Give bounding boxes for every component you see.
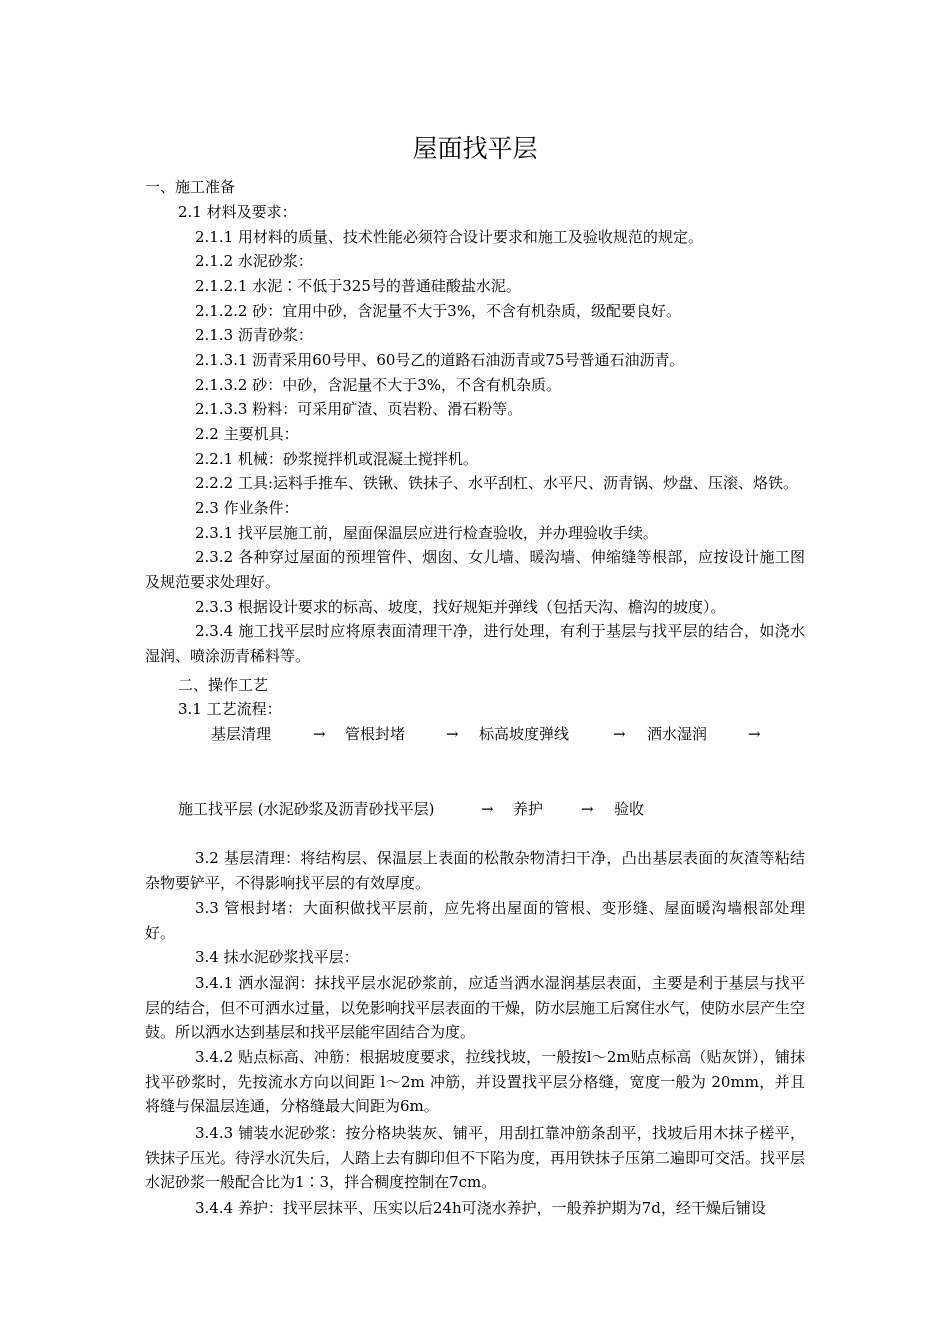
line-2-1-3-2: 2.1.3.2 砂：中砂，含泥量不大于3%，不含有机杂质。 <box>195 376 562 394</box>
paragraph-2-3-4: 2.3.4 施工找平层时应将原表面清理干净，进行处理，有利于基层与找平层的结合，如浇水湿润、喷涂沥青稀料等。 <box>145 622 805 665</box>
line-2-1-2-2: 2.1.2.2 砂：宜用中砂，含泥量不大于3%，不含有机杂质，级配要良好。 <box>195 302 682 320</box>
flow-step: 管根封堵 <box>345 725 406 743</box>
document-title: 屋面找平层 <box>412 134 538 163</box>
flow-arrow: → <box>313 725 326 743</box>
line-2-1-3: 2.1.3 沥青砂浆： <box>195 326 313 344</box>
heading-3-1: 3.1 工艺流程： <box>178 700 282 718</box>
flow-step: 施工找平层 (水泥砂浆及沥青砂找平层) <box>178 800 435 818</box>
line-2-1-1: 2.1.1 用材料的质量、技术性能必须符合设计要求和施工及验收规范的规定。 <box>195 228 703 246</box>
line-2-2-2: 2.2.2 工具:运料手推车、铁锹、铁抹子、水平刮杠、水平尺、沥青锅、炒盘、压滚、烙铁。 <box>195 474 798 492</box>
flow-step: 验收 <box>614 800 645 818</box>
flow-step: 洒水湿润 <box>647 725 708 743</box>
line-2-2: 2.2 主要机具： <box>195 425 299 443</box>
flow-arrow: → <box>581 800 594 818</box>
flow-step: 养护 <box>513 800 544 818</box>
line-2-1-3-3: 2.1.3.3 粉料：可采用矿渣、页岩粉、滑石粉等。 <box>195 400 523 418</box>
paragraph-3-4-3: 3.4.3 铺装水泥砂浆：按分格块装灰、铺平，用刮扛靠冲筋条刮平，找坡后用木抹子槎平，铁抹子压光。待浮水沉失后，人踏上去有脚印但不下陷为度，再用铁抹子压第二遍即可交活。找平层水泥砂浆一般配合比为1∶3，拌合稠度控制在7cm。 <box>145 1124 806 1191</box>
line-2-3: 2.3 作业条件： <box>195 499 299 517</box>
line-2-1-2: 2.1.2 水泥砂浆： <box>195 252 313 270</box>
flow-arrow: → <box>481 800 494 818</box>
paragraph-3-3: 3.3 管根封堵：大面积做找平层前，应先将出屋面的管根、变形缝、屋面暖沟墙根部处理好。 <box>145 899 805 942</box>
section-heading-preparation: 一、施工准备 <box>145 178 236 196</box>
paragraph-3-2: 3.2 基层清理：将结构层、保温层上表面的松散杂物清扫干净，凸出基层表面的灰渣等粘结杂物要铲平，不得影响找平层的有效厚度。 <box>145 849 805 892</box>
line-2-1-2-1: 2.1.2.1 水泥∶不低于325号的普通硅酸盐水泥。 <box>195 277 521 295</box>
heading-3-4: 3.4 抹水泥砂浆找平层： <box>195 948 359 966</box>
flow-arrow: → <box>613 725 626 743</box>
paragraph-3-4-1: 3.4.1 洒水湿润：抹找平层水泥砂浆前，应适当洒水湿润基层表面，主要是利于基层与找平层的结合，但不可洒水过量，以免影响找平层表面的干燥，防水层施工后窝住水气，使防水层产生空鼓。所以洒水达到基层和找平层能牢固结合为度。 <box>145 974 806 1041</box>
flow-arrow: → <box>446 725 459 743</box>
section-heading-process: 二、操作工艺 <box>178 676 269 694</box>
line-2-3-1: 2.3.1 找平层施工前，屋面保温层应进行检查验收，并办理验收手续。 <box>195 524 658 542</box>
paragraph-3-4-2: 3.4.2 贴点标高、冲筋：根据坡度要求，拉线找坡，一般按l～2m贴点标高（贴灰饼），铺抹找平砂浆时，先按流水方向以间距 l～2m 冲筋，并设置找平层分格缝，宽度一般为 20mm，并且将缝与保温层连通，分格缝最大间距为6m。 <box>145 1048 805 1115</box>
paragraph-3-4-4: 3.4.4 养护：找平层抹平、压实以后24h可浇水养护，一般养护期为7d，经干燥后铺设 <box>195 1199 766 1217</box>
paragraph-2-3-2: 2.3.2 各种穿过屋面的预埋管件、烟囱、女儿墙、暖沟墙、伸缩缝等根部，应按设计施工图及规范要求处理好。 <box>145 548 805 591</box>
flow-step: 标高坡度弹线 <box>479 725 570 743</box>
heading-2-1: 2.1 材料及要求： <box>178 203 297 221</box>
line-2-1-3-1: 2.1.3.1 沥青采用60号甲、60号乙的道路石油沥青或75号普通石油沥青。 <box>195 351 685 369</box>
flow-arrow: → <box>748 725 761 743</box>
line-2-3-3: 2.3.3 根据设计要求的标高、坡度，找好规矩并弹线（包括天沟、檐沟的坡度）。 <box>195 598 726 616</box>
flow-step: 基层清理 <box>211 725 272 743</box>
line-2-2-1: 2.2.1 机械：砂浆搅拌机或混凝土搅拌机。 <box>195 450 478 468</box>
